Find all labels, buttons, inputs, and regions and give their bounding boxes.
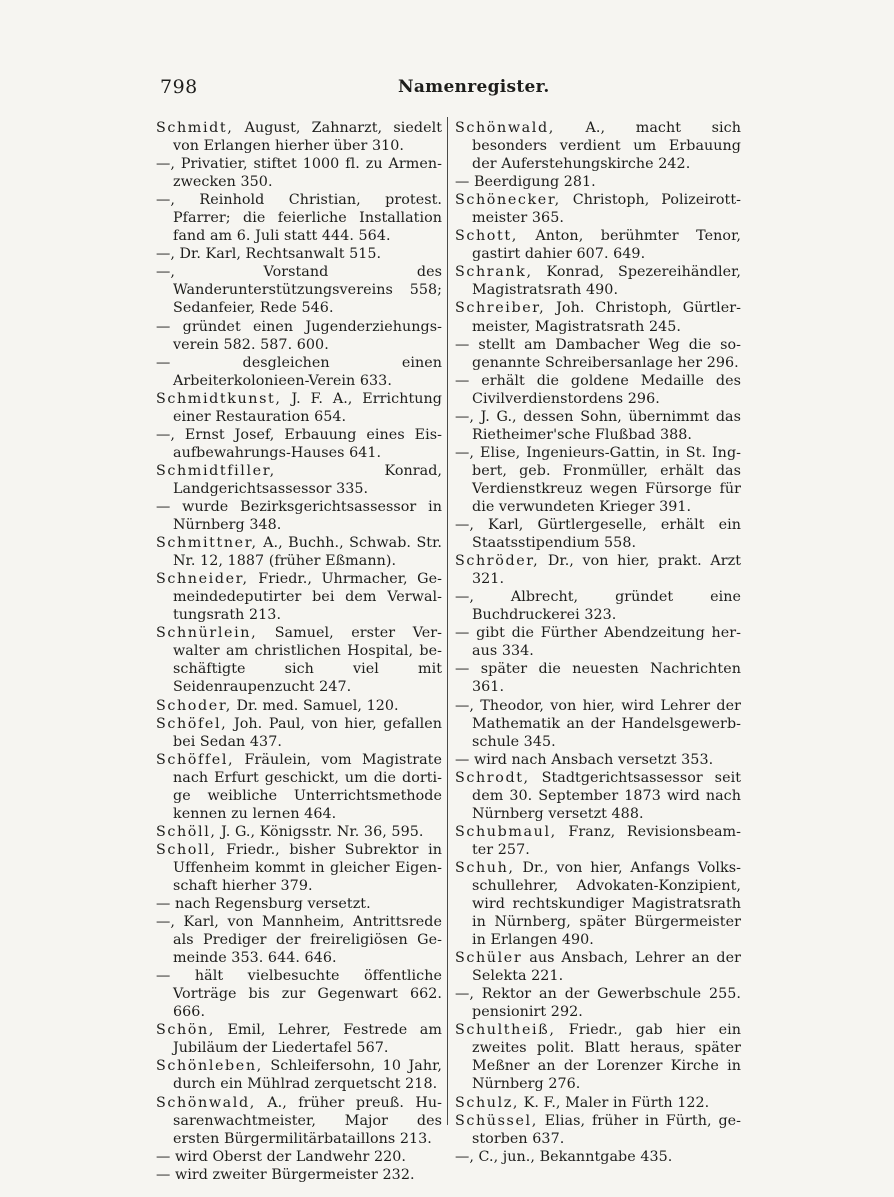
index-entry <box>156 913 442 967</box>
entry-name: Schröder, <box>455 553 540 570</box>
index-entry <box>455 372 741 408</box>
index-entry <box>455 516 741 552</box>
index-entry <box>156 751 442 823</box>
entry-name: Schubmaul, <box>455 823 557 840</box>
index-entry <box>156 390 442 426</box>
index-entry <box>156 1166 442 1184</box>
entry-name: Schönleben, <box>156 1058 263 1075</box>
entry-text: — nach Regensburg versetzt. <box>156 896 371 913</box>
index-entry <box>156 823 442 841</box>
entry-text: Franz, Revisionsbeamter 257. <box>472 823 741 858</box>
entry-text: — hält vielbesuchte öffentliche Vorträge bis zur Gegenwart 662. 666. <box>156 968 442 1021</box>
index-entry <box>455 119 741 173</box>
entry-text: — später die neuesten Nachrichten 361. <box>455 661 741 696</box>
entry-text: A., früher preuß. Husarenwachtmeister, Major des ersten Bürgermilitärbataillons 213. <box>173 1094 442 1147</box>
index-entry <box>156 498 442 534</box>
running-head-title: Namenregister. <box>398 77 550 97</box>
index-entry <box>455 1112 741 1148</box>
entry-text: — wird nach Ansbach versetzt 353. <box>455 751 714 768</box>
index-entry <box>455 1148 741 1166</box>
entry-text: Christoph, Polizeirottmeister 365. <box>472 192 741 227</box>
entry-name: Schreiber, <box>455 300 546 317</box>
entry-text: — wird zweiter Bürgermeister 232. <box>156 1166 415 1183</box>
index-entry <box>455 408 741 444</box>
entry-text: Joh. Paul, von hier, gefallen bei Sedan 437. <box>173 715 442 750</box>
index-entry <box>455 660 741 696</box>
entry-text: K. F., Maler in Fürth 122. <box>519 1094 710 1111</box>
index-entry <box>455 173 741 191</box>
entry-name: Schönecker, <box>455 192 561 209</box>
entry-name: Schott, <box>455 228 518 245</box>
index-entry <box>455 299 741 335</box>
index-entry <box>455 985 741 1021</box>
entry-text: Fräulein, vom Magistrate nach Erfurt geschickt, um die dortige weibliche Unterrichtsmethode kennen zu lernen 464. <box>173 751 442 822</box>
index-entry <box>455 336 741 372</box>
entry-name: Schnürlein, <box>156 625 258 642</box>
entry-text: Friedr., Uhrmacher, Gemeindedeputirter bei dem Verwaltungsrath 213. <box>173 571 442 624</box>
entry-name: Schulz, <box>455 1094 520 1111</box>
entry-text: Friedr., bisher Subrektor in Uffenheim kommt in gleicher Eigenschaft hierher 379. <box>173 841 442 894</box>
entry-name: Schöffel, <box>156 751 235 768</box>
index-entry <box>455 588 741 624</box>
entry-text: aus Ansbach, Lehrer an der Selekta 221. <box>472 950 741 985</box>
index-entry <box>156 624 442 696</box>
entry-text: Dr. med. Samuel, 120. <box>231 697 399 714</box>
entry-text: A., macht sich besonders verdient um Erbauung der Auferstehungskirche 242. <box>472 120 741 173</box>
entry-name: Schrank, <box>455 264 533 281</box>
entry-text: —, Dr. Karl, Rechtsanwalt 515. <box>156 246 382 263</box>
entry-name: Schmittner, <box>156 535 258 552</box>
index-entry <box>156 841 442 895</box>
entry-name: Schmidt, <box>156 120 234 136</box>
index-entry <box>455 1094 741 1112</box>
index-entry <box>156 1148 442 1166</box>
entry-text: —, Karl, von Mannheim, Antrittsrede als Prediger der freireligiösen Gemeinde 353. 644. 646. <box>156 914 442 967</box>
entry-text: —, Theodor, von hier, wird Lehrer der Mathematik an der Handelsgewerbschule 345. <box>455 697 741 750</box>
index-entry <box>455 191 741 227</box>
entry-text: —, Privatier, stiftet 1000 fl. zu Armenzwecken 350. <box>156 156 442 191</box>
entry-text: Dr., von hier, prakt. Arzt 321. <box>472 553 741 588</box>
index-entry <box>455 444 741 516</box>
index-entry <box>156 119 442 155</box>
entry-name: Schmidtfiller, <box>156 462 276 479</box>
entry-text: — gibt die Fürther Abendzeitung heraus 334. <box>455 625 741 660</box>
entry-text: Emil, Lehrer, Festrede am Jubiläum der Liedertafel 567. <box>173 1022 442 1057</box>
page-number: 798 <box>160 76 198 98</box>
entry-text: —, Rektor an der Gewerbschule 255. pensionirt 292. <box>455 986 741 1021</box>
entry-text: —, Albrecht, gründet eine Buchdruckerei 323. <box>455 589 741 624</box>
entry-name: Schultheiß, <box>455 1022 556 1039</box>
entry-name: Schöll, <box>156 823 217 840</box>
entry-name: Schneider, <box>156 571 249 588</box>
index-entry <box>455 263 741 299</box>
entry-name: Schuh, <box>455 859 515 876</box>
entry-text: — wurde Bezirksgerichtsassessor in Nürnberg 348. <box>156 498 442 534</box>
index-entry <box>156 245 442 263</box>
index-entry <box>156 191 442 245</box>
index-entry <box>156 715 442 751</box>
entry-text: J. F. A., Errichtung einer Restauration 654. <box>173 390 442 425</box>
entry-text: Anton, berühmter Tenor, gastirt dahier 607. 649. <box>472 228 741 263</box>
entry-text: Schleifersohn, 10 Jahr, durch ein Mühlrad zerquetscht 218. <box>173 1058 442 1093</box>
entry-text: Stadtgerichtsassessor seit dem 30. September 1873 wird nach Nürnberg versetzt 488. <box>472 769 741 822</box>
index-entry <box>156 354 442 390</box>
entry-name: Schönwald, <box>156 1094 256 1111</box>
entry-text: Joh. Christoph, Gürtlermeister, Magistratsrath 245. <box>472 300 741 335</box>
entry-text: — wird Oberst der Landwehr 220. <box>156 1148 407 1165</box>
index-entry <box>455 697 741 751</box>
index-entry <box>455 552 741 588</box>
index-entry <box>455 1021 741 1093</box>
index-entry <box>455 624 741 660</box>
column-divider <box>447 117 448 1125</box>
entry-text: —, Ernst Josef, Erbauung eines Eisaufbewahrungs-Hauses 641. <box>156 426 442 461</box>
entry-text: — stellt am Dambacher Weg die sogenannte Schreibersanlage her 296. <box>455 336 741 371</box>
entry-text: —, C., jun., Bekanntgabe 435. <box>455 1148 673 1165</box>
index-entry <box>156 1021 442 1057</box>
index-entry <box>156 462 442 498</box>
entry-text: — gründet einen Jugenderziehungsverein 582. 587. 600. <box>156 318 442 353</box>
entry-text: — erhält die goldene Medaille des Civilverdienstordens 296. <box>455 372 741 407</box>
entry-name: Schüssel, <box>455 1112 538 1129</box>
entry-text: Samuel, erster Verwalter am christlichen Hospital, beschäftigte sich viel mit Seidenraupenzucht 247. <box>173 625 442 696</box>
entry-text: — desgleichen einen Arbeiterkolonieen-Verein 633. <box>156 354 442 389</box>
entry-name: Schrodt, <box>455 769 530 786</box>
entry-text: Konrad, Spezereihändler, Magistratsrath 490. <box>472 264 741 299</box>
index-entry <box>156 697 442 715</box>
entry-text: August, Zahnarzt, siedelt von Erlangen hierher über 310. <box>173 120 442 155</box>
entry-text: Dr., von hier, Anfangs Volksschullehrer, Advokaten-Konzipient, wird rechtskundiger Magistratsrath in Nürnberg, später Bürgermeister in Erlangen 490. <box>472 859 741 949</box>
index-entry <box>156 318 442 354</box>
index-entry <box>455 769 741 823</box>
index-entry <box>156 570 442 624</box>
index-entry <box>455 823 741 859</box>
index-entry <box>156 967 442 1021</box>
right-column <box>455 119 741 1166</box>
entry-text: Konrad, Landgerichtsassessor 335. <box>173 462 442 497</box>
left-column <box>156 119 442 1184</box>
entry-name: Schön, <box>156 1022 215 1039</box>
index-entry <box>156 895 442 913</box>
index-entry <box>455 949 741 985</box>
index-entry <box>156 426 442 462</box>
index-entry <box>156 1094 442 1148</box>
entry-text: — Beerdigung 281. <box>455 174 596 191</box>
entry-text: Elias, früher in Fürth, gestorben 637. <box>472 1112 741 1147</box>
index-entry <box>455 859 741 949</box>
index-entry <box>156 155 442 191</box>
entry-name: Schönwald, <box>455 120 555 136</box>
entry-text: —, J. G., dessen Sohn, übernimmt das Rietheimer'sche Flußbad 388. <box>455 408 741 443</box>
index-entry <box>156 263 442 317</box>
entry-name: Schoder, <box>156 697 232 714</box>
entry-name: Schmidtkunst, <box>156 390 282 407</box>
index-entry <box>455 751 741 769</box>
entry-text: —, Vorstand des Wanderunterstützungsvereins 558; Sedanfeier, Rede 546. <box>156 264 442 317</box>
index-entry <box>455 227 741 263</box>
entry-text: —, Karl, Gürtlergeselle, erhält ein Staatsstipendium 558. <box>455 517 741 552</box>
entry-text: Friedr., gab hier ein zweites polit. Blatt heraus, später Meßner an der Lorenzer Kirche in Nürnberg 276. <box>472 1022 741 1093</box>
index-entry <box>156 534 442 570</box>
entry-text: A., Buchh., Schwab. Str. Nr. 12, 1887 (früher Eßmann). <box>173 535 442 570</box>
entry-text: J. G., Königsstr. Nr. 36, 595. <box>216 823 424 840</box>
index-entry <box>156 1057 442 1093</box>
entry-text: —, Elise, Ingenieurs-Gattin, in St. Ingbert, geb. Fronmüller, erhält das Verdienstkreuz wegen Fürsorge für die verwundeten Krieger 391. <box>455 444 741 515</box>
entry-text: —, Reinhold Christian, protest. Pfarrer; die feierliche Installation fand am 6. Juli statt 444. 564. <box>156 192 442 245</box>
entry-name: Schöfel, <box>156 715 228 732</box>
entry-name: Schüler <box>455 950 523 967</box>
entry-name: Scholl, <box>156 841 217 858</box>
